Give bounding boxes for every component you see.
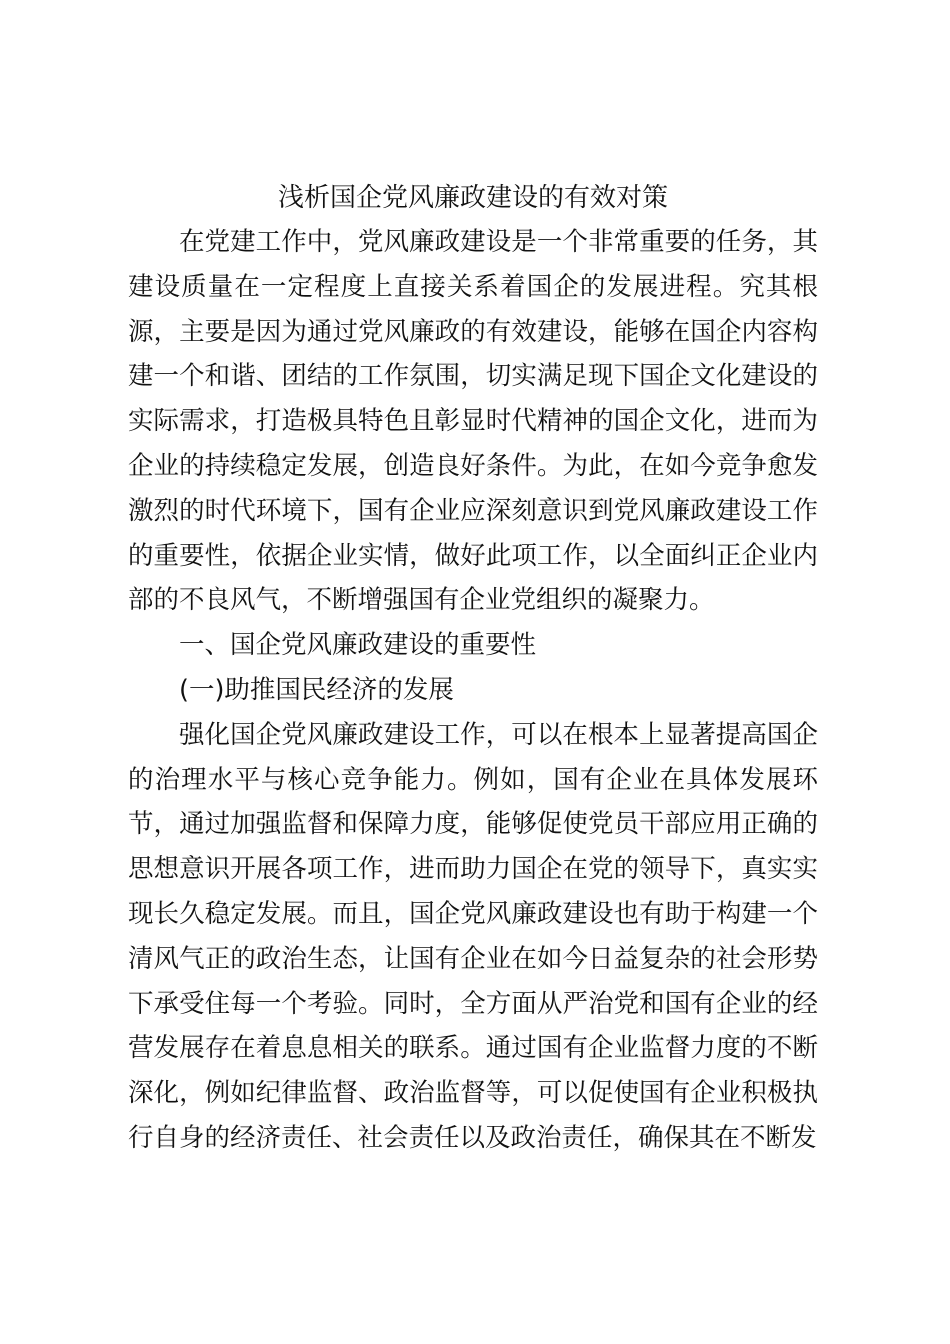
body-paragraph: 强化国企党风廉政建设工作，可以在根本上显著提高国企的治理水平与核心竞争能力。例如，国有企业在具体发展环节，通过加强监督和保障力度，能够促使党员干部应用正确的思想意识开展各项工作，进而助力国企在党的领导下，真实实现长久稳定发展。而且，国企党风廉政建设也有助于构建一个清风气正的政治生态，让国有企业在如今日益复杂的社会形势下承受住每一个考验。同时，全方面从严治党和国有企业的经营发展存在着息息相关的联系。通过国有企业监督力度的不断深化，例如纪律监督、政治监督等，可以促使国有企业积极执行自身的经济责任、社会责任以及政治责任，确保其在不断发 [128,719,818,1153]
subsection-heading: (一)助推国民经济的发展 [179,674,454,705]
section-heading: 一、国企党风廉政建设的重要性 [179,630,537,661]
document-title: 浅析国企党风廉政建设的有效对策 [277,183,668,213]
document-body [128,176,818,1161]
intro-paragraph: 在党建工作中，党风廉政建设是一个非常重要的任务，其建设质量在一定程度上直接关系着国企的发展进程。究其根源，主要是因为通过党风廉政的有效建设，能够在国企内容构建一个和谐、团结的工作氛围，切实满足现下国企文化建设的实际需求，打造极具特色且彰显时代精神的国企文化，进而为企业的持续稳定发展，创造良好条件。为此，在如今竞争愈发激烈的时代环境下，国有企业应深刻意识到党风廉政建设工作的重要性，依据企业实情，做好此项工作，以全面纠正企业内部的不良风气，不断增强国有企业党组织的凝聚力。 [128,227,818,616]
